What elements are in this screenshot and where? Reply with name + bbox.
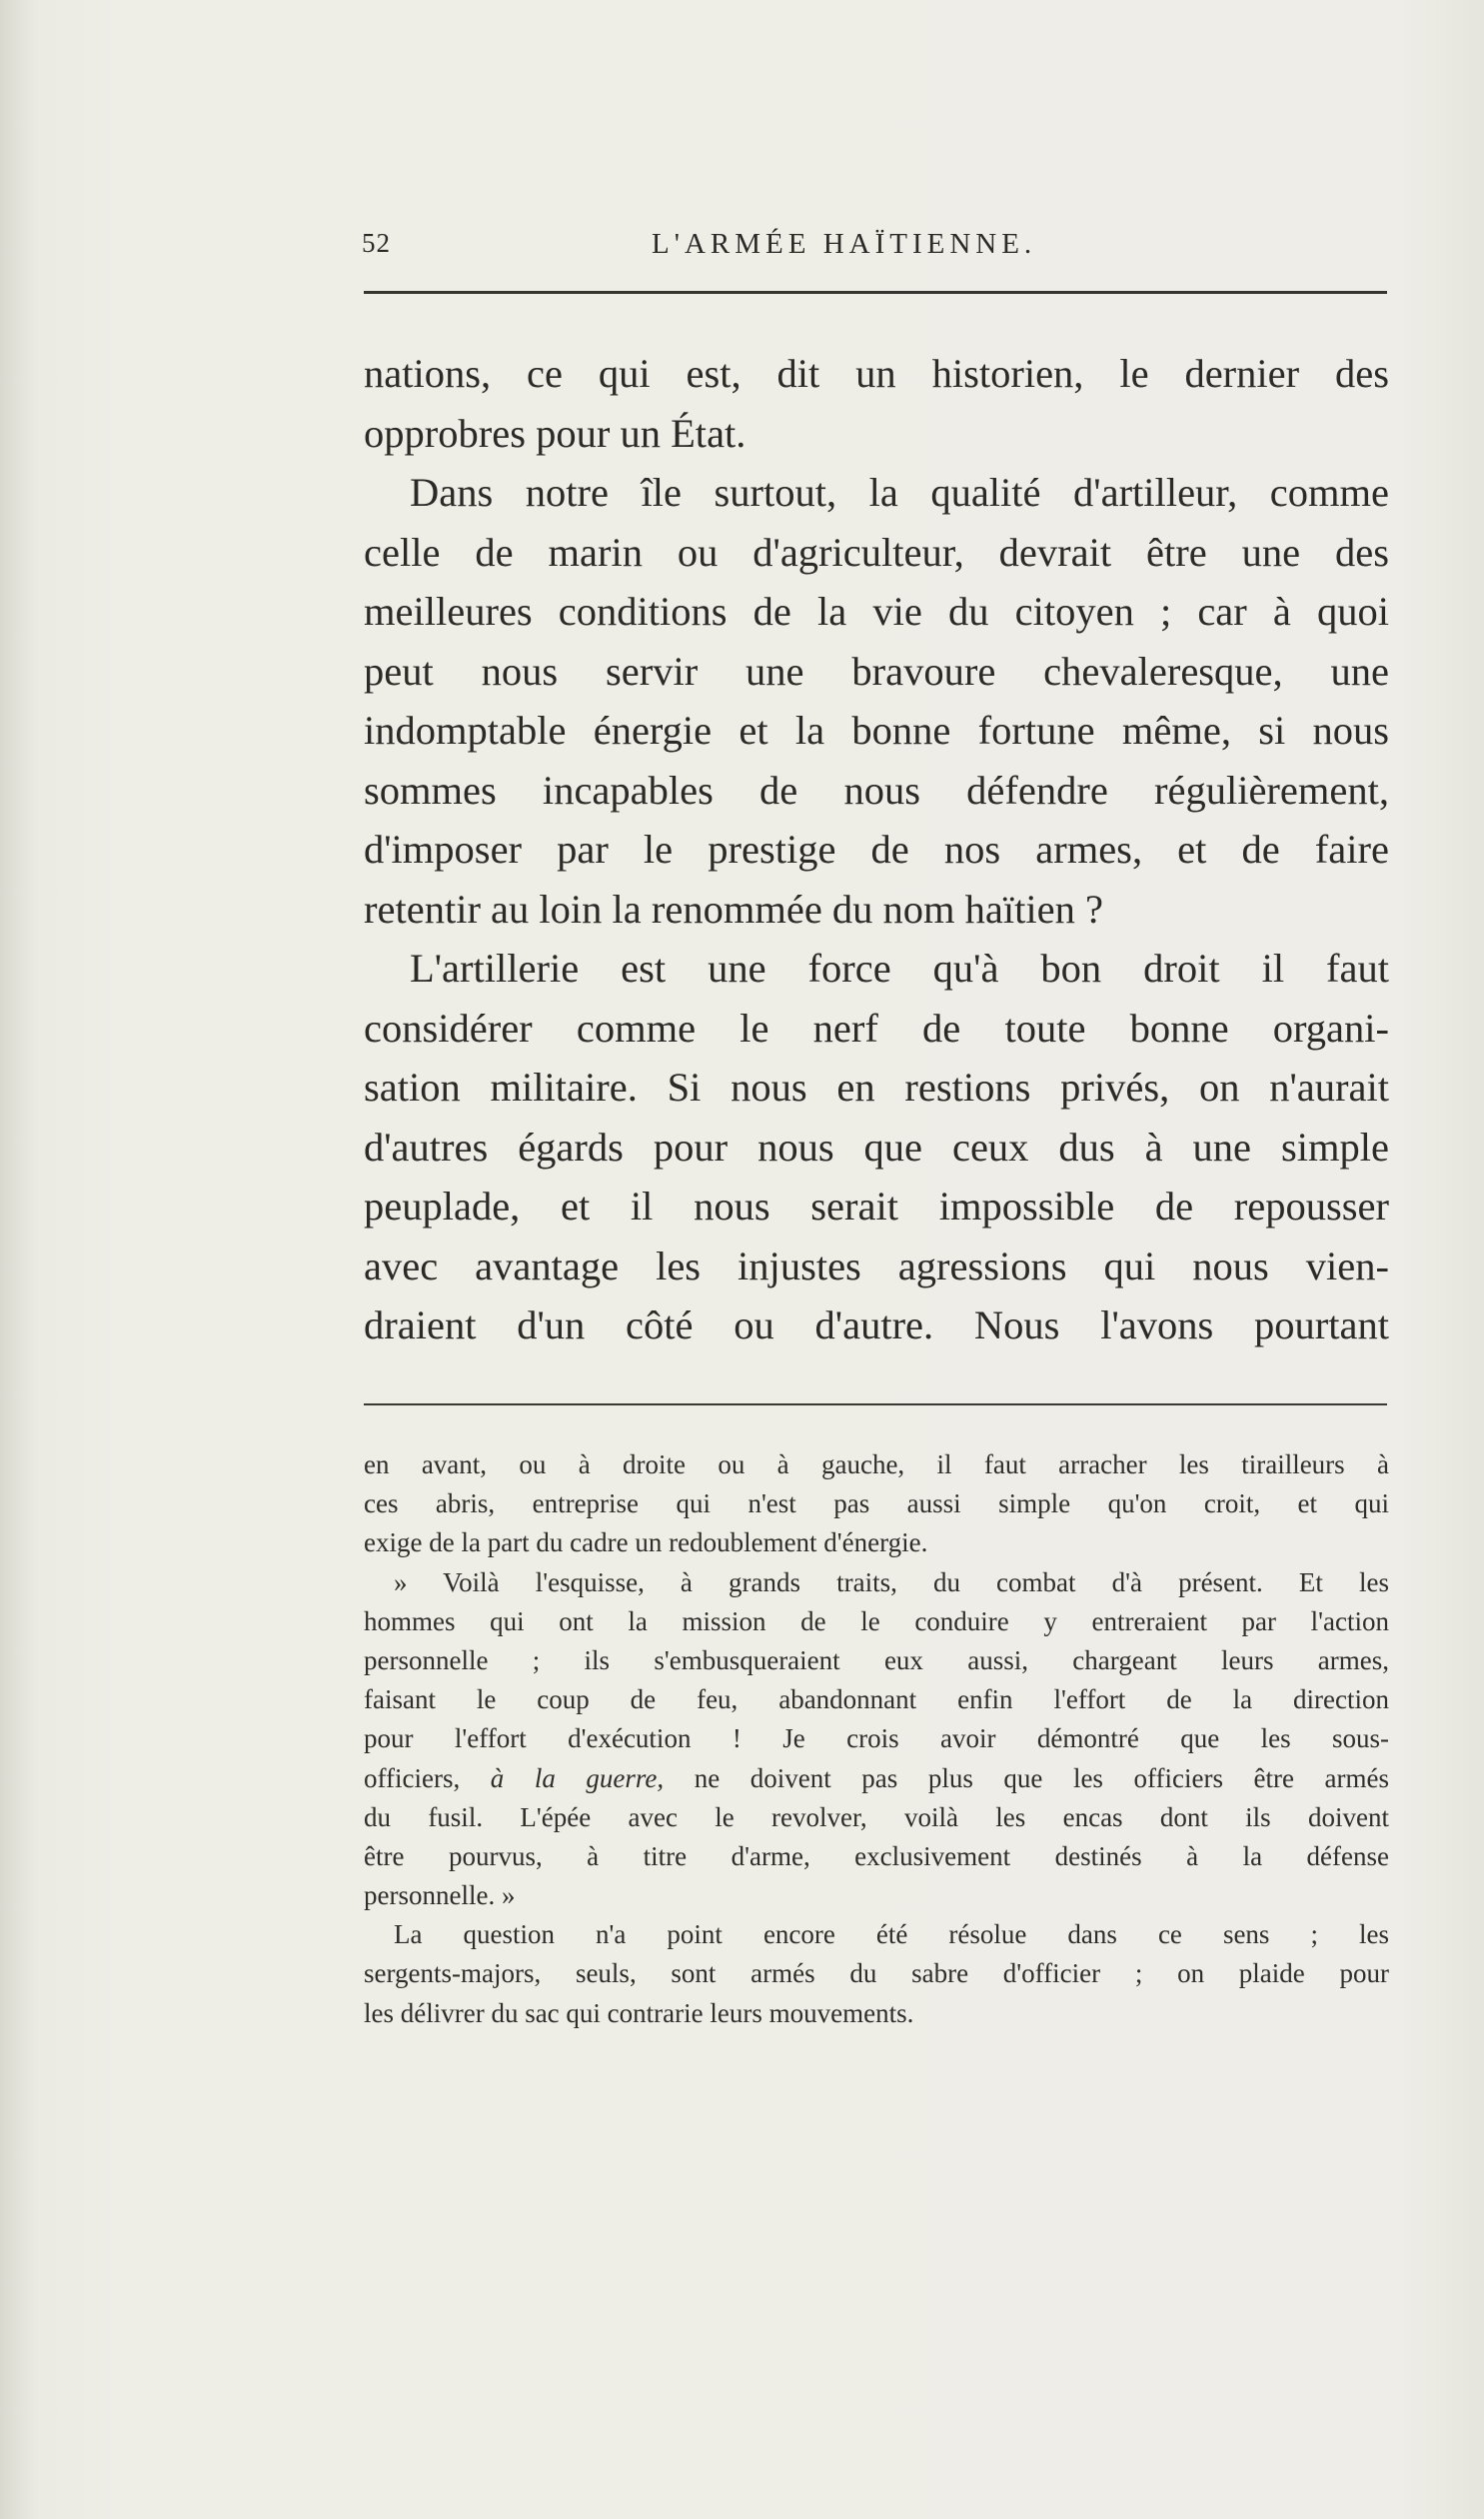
- main-text-line: peuplade, et il nous serait impossible de repousser: [364, 1184, 1389, 1229]
- running-head: [362, 228, 1391, 268]
- main-text-line: celle de marin ou d'agriculteur, devrait être une des: [364, 529, 1389, 575]
- main-text-line: d'autres égards pour nous que ceux dus à une simple: [364, 1124, 1389, 1170]
- footnote-line: La question n'a point encore été résolue dans ce sens ; les: [394, 1919, 1389, 1950]
- footnote-line: du fusil. L'épée avec le revolver, voilà les encas dont ils doivent: [364, 1801, 1389, 1832]
- main-text-line: retentir au loin la renommée du nom haïtien ?: [364, 886, 1103, 932]
- main-text-line: nations, ce qui est, dit un historien, le dernier des: [364, 351, 1389, 396]
- main-text-line: sation militaire. Si nous en restions privés, on n'aurait: [364, 1065, 1389, 1110]
- footnote-line: être pourvus, à titre d'arme, exclusivement destinés à la défense: [364, 1840, 1389, 1871]
- running-title: L'ARMÉE HAÏTIENNE.: [652, 228, 1037, 260]
- footnote-line: exige de la part du cadre un redoublement d'énergie.: [364, 1527, 928, 1558]
- main-text-line: indomptable énergie et la bonne fortune même, si nous: [364, 708, 1389, 753]
- footnote-line-rest: ne doivent pas plus que les officiers être armés: [694, 1762, 1390, 1793]
- header-rule: [364, 291, 1387, 294]
- main-text-line: Dans notre île surtout, la qualité d'artilleur, comme: [410, 470, 1389, 515]
- main-text: [364, 344, 1389, 1355]
- footnote-line: en avant, ou à droite ou à gauche, il faut arracher les tirailleurs à: [364, 1449, 1389, 1479]
- footnote-line: ces abris, entreprise qui n'est pas aussi simple qu'on croit, et qui: [364, 1488, 1389, 1519]
- footnote-line: personnelle ; ils s'embusqueraient eux aussi, chargeant leurs armes,: [364, 1644, 1389, 1675]
- main-text-line: avec avantage les injustes agressions qui nous vien-: [364, 1243, 1389, 1288]
- main-text-line: meilleures conditions de la vie du citoyen ; car à quoi: [364, 589, 1389, 634]
- footnote-line: les délivrer du sac qui contrarie leurs mouvements.: [364, 1997, 914, 2028]
- main-text-line: L'artillerie est une force qu'à bon droit il faut: [410, 946, 1389, 991]
- main-text-line: sommes incapables de nous défendre régulièrement,: [364, 767, 1389, 813]
- footnote-line-prefix: officiers,: [364, 1762, 461, 1793]
- footnote: [364, 1445, 1389, 2033]
- main-text-line: peut nous servir une bravoure chevaleresque, une: [364, 648, 1389, 694]
- footnote-line: personnelle. »: [364, 1880, 516, 1911]
- main-text-line: considérer comme le nerf de toute bonne organi-: [364, 1005, 1389, 1051]
- footnote-line: sergents-majors, seuls, sont armés du sabre d'officier ; on plaide pour: [364, 1958, 1389, 1989]
- binding-edge: [0, 0, 34, 2519]
- footnote-line: faisant le coup de feu, abandonnant enfin l'effort de la direction: [364, 1684, 1389, 1715]
- footnote-line: » Voilà l'esquisse, à grands traits, du combat d'à présent. Et les: [394, 1566, 1389, 1597]
- main-text-line: opprobres pour un État.: [364, 410, 746, 456]
- footnote-line: hommes qui ont la mission de le conduire y entreraient par l'action: [364, 1605, 1389, 1636]
- main-text-line: draient d'un côté ou d'autre. Nous l'avons pourtant: [364, 1302, 1389, 1347]
- main-text-line: d'imposer par le prestige de nos armes, et de faire: [364, 827, 1389, 872]
- footnote-line-mixed: [364, 1759, 1389, 1798]
- footnote-rule: [364, 1403, 1387, 1405]
- page-number: 52: [362, 228, 391, 258]
- footnote-line: pour l'effort d'exécution ! Je crois avoir démontré que les sous-: [364, 1723, 1389, 1754]
- footnote-italic-phrase: à la guerre,: [490, 1762, 665, 1793]
